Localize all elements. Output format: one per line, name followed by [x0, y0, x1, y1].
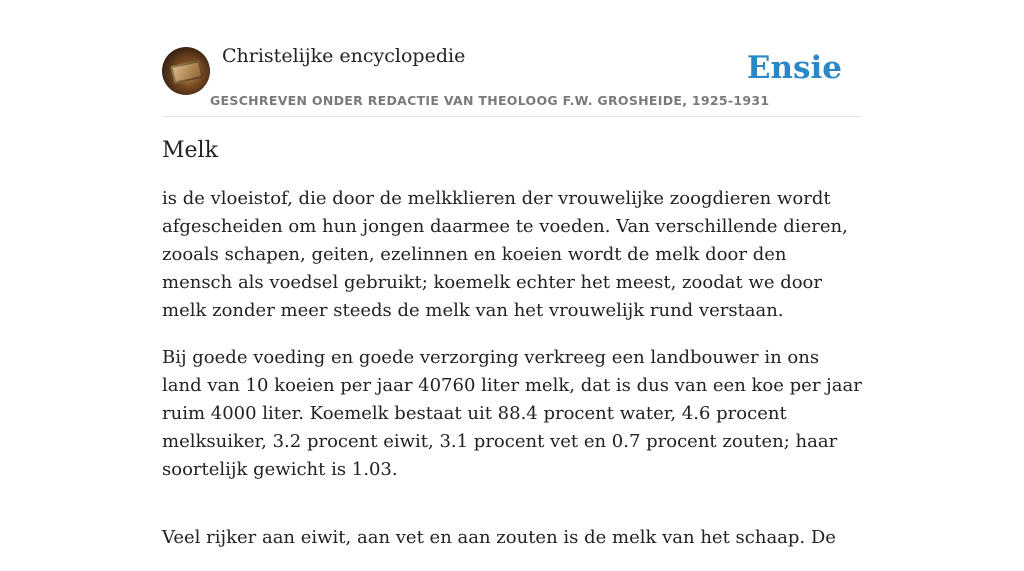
- article-paragraph: Bij goede voeding en goede verzorging verkreeg een landbouwer in ons land van 10 koeien per jaar 40760 liter melk, dat is dus van een koe per jaar ruim 4000 liter. Koemelk bestaat uit 88.4 procent water, 4.6 procent melksuiker, 3.2 procent eiwit, 3.1 procent vet en 0.7 procent zouten; haar soortelijk gewicht is 1.03.: [162, 347, 862, 480]
- article: [162, 138, 862, 571]
- encyclopedia-subtitle: GESCHREVEN ONDER REDACTIE VAN THEOLOOG F.W. GROSHEIDE, 1925-1931: [210, 93, 770, 108]
- article-paragraph: Veel rijker aan eiwit, aan vet en aan zouten is de melk van het schaap. De: [162, 527, 836, 548]
- ensie-logo-link[interactable]: Ensie: [746, 50, 842, 86]
- site-header: [162, 0, 862, 117]
- book-icon: [170, 60, 203, 84]
- article-paragraph: is de vloeistof, die door de melkklieren der vrouwelijke zoogdieren wordt afgescheiden om hun jongen daarmee te voeden. Van verschillende dieren, zooals schapen, geiten, ezelinnen en koeien wordt de melk door den mensch als voedsel gebruikt; koemelk echter het meest, zoodat we door melk zonder meer steeds de melk van het vrouwelijk rund verstaan.: [162, 188, 848, 321]
- article-title: Melk: [162, 138, 218, 163]
- encyclopedia-avatar[interactable]: [162, 47, 210, 95]
- encyclopedia-title[interactable]: Christelijke encyclopedie: [222, 45, 466, 67]
